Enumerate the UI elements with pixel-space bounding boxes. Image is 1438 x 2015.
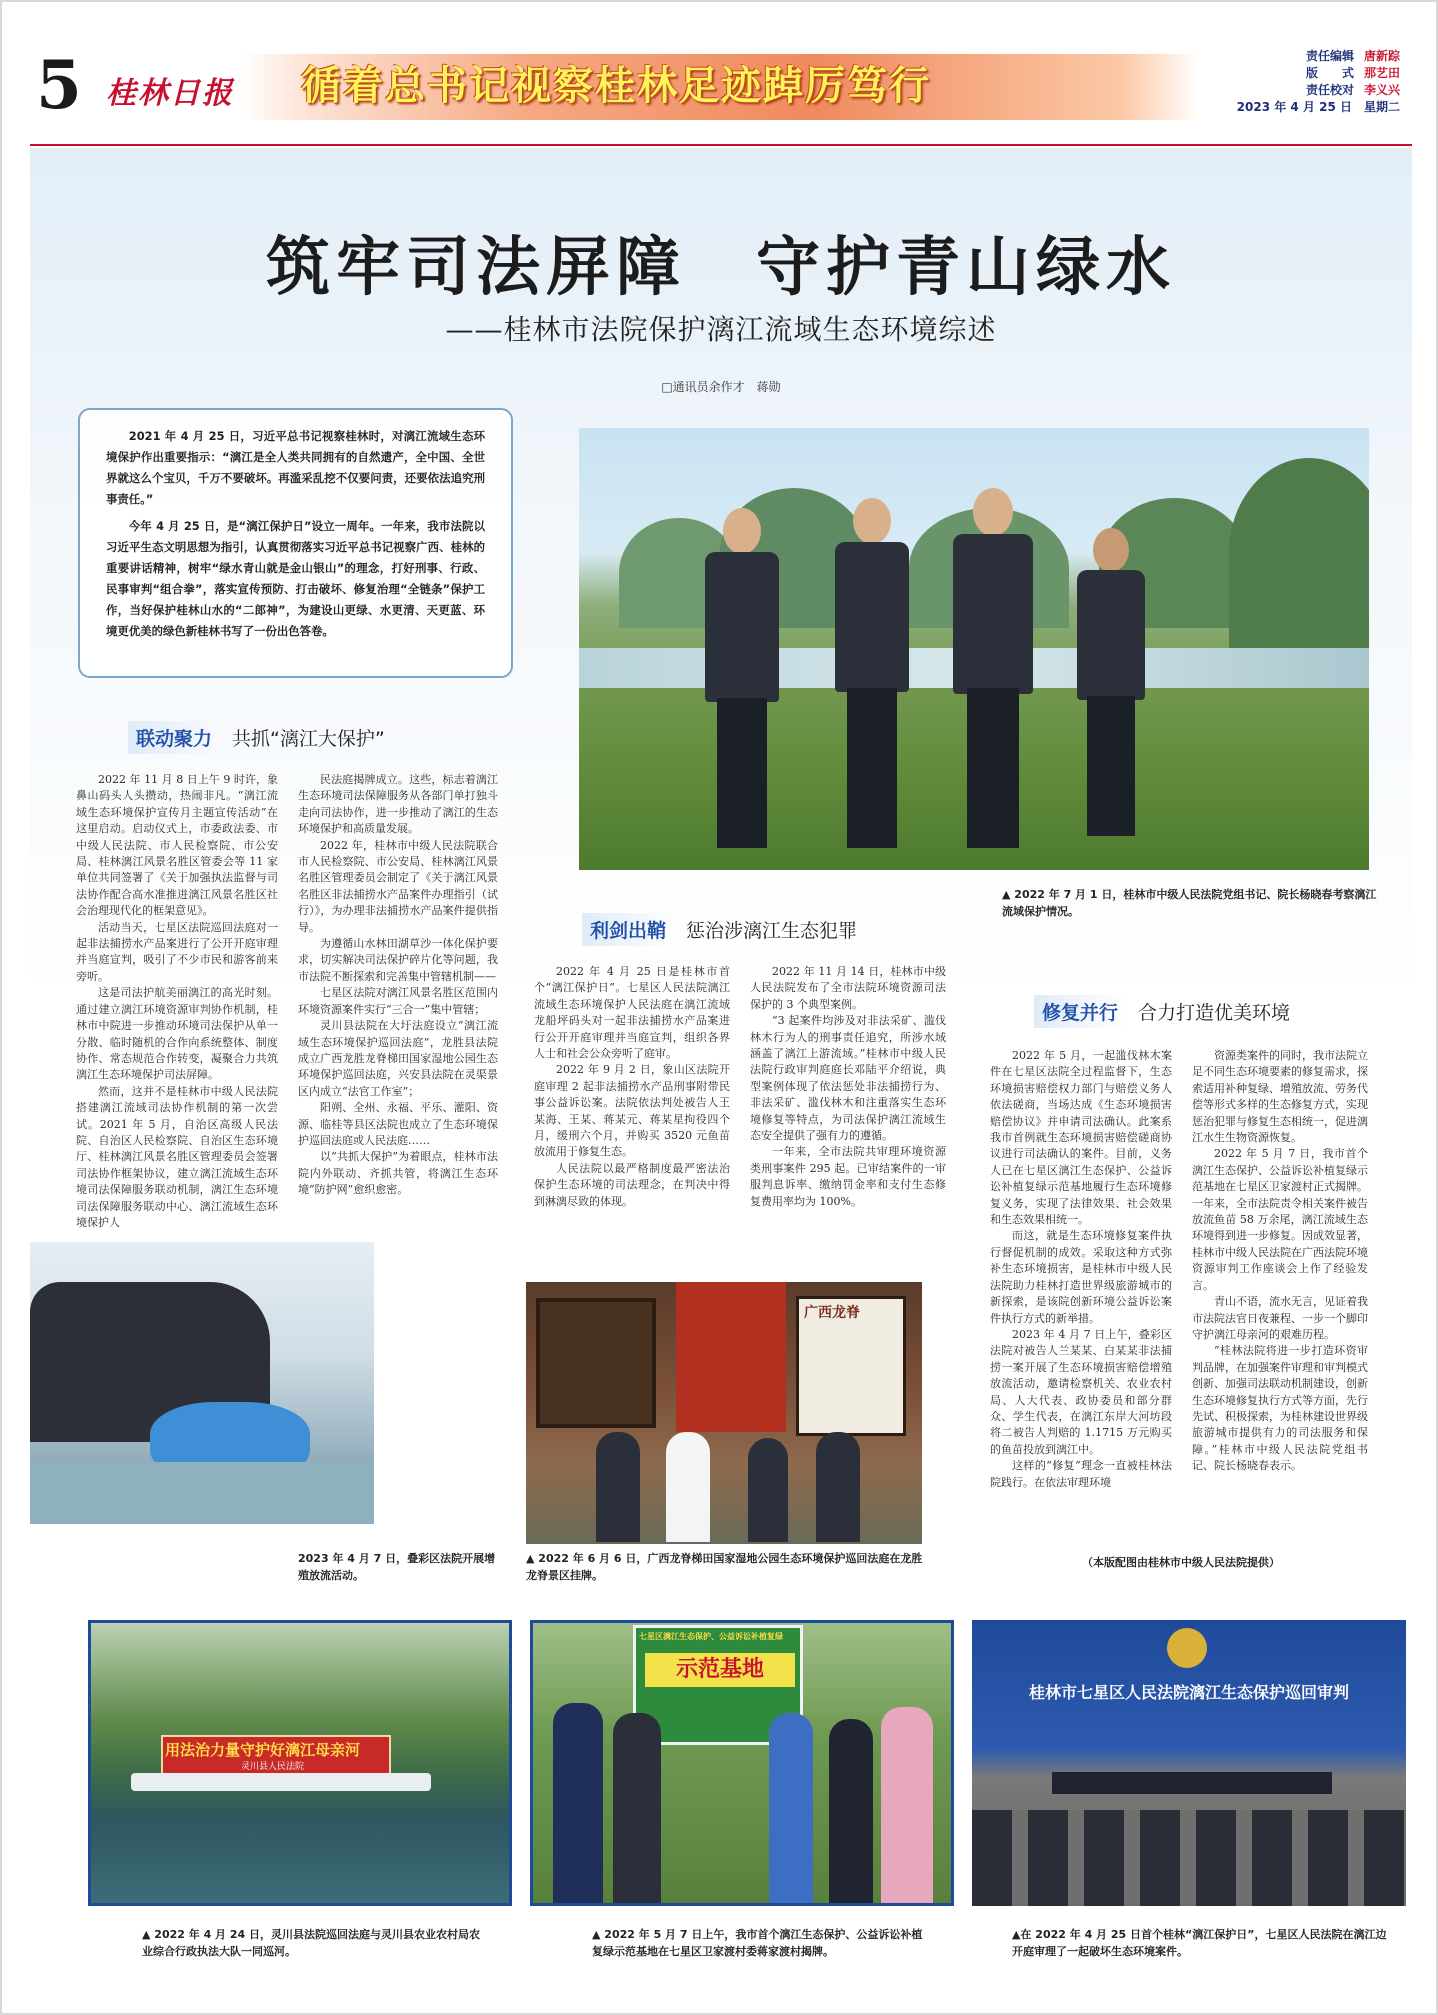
paragraph: 阳朔、全州、永福、平乐、灌阳、资源、临桂等县区法院也成立了生态环境保护巡回法庭或人民法庭……: [298, 1101, 498, 1147]
text-column: [534, 964, 730, 1210]
paragraph: 2022 年 4 月 25 日是桂林市首个“漓江保护日”。七星区人民法院漓江流域生态环境保护人民法庭在漓江流域龙船坪码头对一起非法捕捞水产品案进行公开开庭审理并当庭宣判，组织各界人士和社会公众旁听了庭审。: [534, 965, 730, 1061]
paragraph: 这样的“修复”理念一直被桂林法院践行。在依法审理环境: [990, 1459, 1172, 1489]
paragraph: 而这，就是生态环境修复案件执行督促机制的成效。采取这种方式弥补生态环境损害，是桂林市中级人民法院助力桂林打造世界级旅游城市的新探索，是该院创新环境公益诉讼案件执行方式的新举措。: [990, 1229, 1172, 1325]
section-title: 共抓“漓江大保护”: [232, 727, 385, 750]
paragraph: 青山不语，流水无言，见证着我市法院法官日夜兼程、一步一个脚印守护漓江母亲河的艰难历程。: [1192, 1295, 1368, 1341]
demo-base-photo: [530, 1620, 954, 1906]
text-column: [990, 1048, 1172, 1491]
paragraph: 以“共抓大保护”为着眼点，桂林市法院内外联动、齐抓共管，将漓江生态环境“防护网”愈织愈密。: [298, 1150, 498, 1197]
subheadline: ——桂林市法院保护漓江流域生态环境综述: [445, 313, 997, 346]
page-number: 5: [36, 46, 82, 124]
paragraph: 2022 年 5 月，一起滥伐林木案件在七星区法院全过程监督下，生态环境损害赔偿权力部门与赔偿义务人依法磋商，当场达成《生态环境损害赔偿协议》并申请司法确认。此案系我市首例就生态环境损害赔偿磋商协议进行司法确认的案件。目前，义务人已在七星区漓江生态保护、公益诉讼补植复绿示范基地履行生态环境修复义务，实现了法律效果、社会效果和生态效果相统一。: [990, 1049, 1172, 1227]
court-photo-caption: ▲ 2022 年 6 月 6 日，广西龙脊梯田国家湿地公园生态环境保护巡回法庭在龙胜龙脊景区挂牌。: [526, 1552, 923, 1582]
text-column: [1192, 1048, 1368, 1475]
section-title: 合力打造优美环境: [1138, 1001, 1291, 1024]
river-patrol-caption: ▲ 2022 年 4 月 24 日，灵川县法院巡回法庭与灵川县农业农村局农业综合行政执法大队一同巡河。: [142, 1928, 481, 1958]
paragraph: 2022 年 9 月 2 日，象山区法院开庭审理 2 起非法捕捞水产品刑事附带民事公益诉讼案。法院依法判处被告人王某海、王某、蒋某元、蒋某星拘役四个月，缓刑六个月，并购买 3520 元鱼苗放流用于修复生态。: [534, 1063, 730, 1159]
paragraph: 活动当天，七星区法院巡回法庭对一起非法捕捞水产品案进行了公开开庭审理并当庭宣判，吸引了不少市民和游客前来旁听。: [76, 920, 278, 983]
paper-name: 桂林日报: [106, 76, 234, 111]
paragraph: 灵川县法院在大圩法庭设立“漓江流域生态环境保护巡回法庭”，龙胜县法院成立广西龙胜龙脊梯田国家湿地公园生态环境保护巡回法庭，兴安县法院在灵渠景区内成立“法官工作室”；: [298, 1019, 498, 1098]
credit-label: 版 式: [1305, 66, 1354, 80]
editor-credits: [1180, 48, 1400, 116]
paragraph: 资源类案件的同时，我市法院立足不同生态环境要素的修复需求，探索适用补种复绿、增殖放流、劳务代偿等形式多样的生态修复方式，实现惩治犯罪与修复生态相统一，促进漓江水生生物资源恢复。: [1192, 1049, 1368, 1145]
section-tag: 联动聚力: [128, 721, 220, 754]
lead-paragraph: 今年 4 月 25 日，是“漓江保护日”设立一周年。一年来，我市法院以习近平生态文明思想为指引，认真贯彻落实习近平总书记视察广西、桂林的重要讲话精神，树牢“绿水青山就是金山银山”的理念，打好刑事、行政、民事审判“组合拳”，落实宣传预防、打击破坏、修复治理“全链条”保护工作，当好保护桂林山水的“二郎神”，为建设山更绿、水更清、天更蓝、环境更优美的绿色新桂林书写了一份出色答卷。: [106, 519, 485, 638]
paragraph: 为遵循山水林田湖草沙一体化保护要求，切实解决司法保护碎片化等问题，我市法院不断探索和完善集中管辖机制——: [298, 937, 498, 983]
paragraph: 2022 年 11 月 14 日，桂林市中级人民法院发布了全市法院环境资源司法保护的 3 个典型案例。: [750, 965, 946, 1011]
masthead: [30, 46, 1410, 132]
section-title: 惩治涉漓江生态犯罪: [686, 919, 858, 942]
text-column: [750, 964, 946, 1210]
paragraph: 然而，这并不是桂林市中级人民法院搭建漓江流域司法协作机制的第一次尝试。2021 年 5 月，自治区高级人民法院、自治区人民检察院、自治区生态环境厅、桂林漓江风景名胜区管理委员会签署司法协作框架协议，建立漓江流域生态环境司法保障服务联动机制，漓江生态环境司法保障服务联动中心、漓江流域生态环境保护人: [76, 1084, 278, 1229]
circuit-trial-photo: [972, 1620, 1406, 1906]
paragraph: 民法庭揭牌成立。这些，标志着漓江生态环境司法保障服务从各部门单打独斗走向司法协作，进一步推动了漓江的生态环境保护和高质量发展。: [298, 773, 498, 836]
photo-credit-note: （本版配图由桂林市中级人民法院提供）: [1082, 1556, 1280, 1569]
court-sign: 广西龙脊: [804, 1305, 860, 1321]
base-sign-main-text: 示范基地: [645, 1653, 795, 1687]
boat-banner-subtext: 灵川县人民法院: [241, 1762, 305, 1772]
section-tag: 修复并行: [1034, 995, 1126, 1028]
masthead-divider: [30, 144, 1412, 146]
credit-label: 责任编辑: [1305, 49, 1354, 63]
paragraph: 这是司法护航美丽漓江的高光时刻。通过建立漓江环境资源审判协作机制，桂林市中院进一步推动环境司法保护从单一分散、临时随机的合作向系统整体、制度协作、常态规范合作转变，凝聚合力共筑漓江生态环境保护司法屏障。: [76, 986, 278, 1082]
text-column: [76, 772, 278, 1231]
credit-name: 唐新踪: [1363, 49, 1400, 63]
paragraph: 2022 年 5 月 7 日，我市首个漓江生态保护、公益诉讼补植复绿示范基地在七星区卫家渡村正式揭牌。一年来，全市法院责令相关案件被告放流鱼苗 58 万余尾，漓江流域生态环境得到进一步修复。因成效显著，桂林市中级人民法院在广西法院环境资源审判工作座谈会上作了经验发言。: [1192, 1147, 1368, 1292]
credit-name: 李义兴: [1363, 83, 1400, 97]
section-header-linkage: [128, 720, 385, 754]
section-header-crackdown: [582, 912, 857, 946]
trial-banner-text: 桂林市七星区人民法院漓江生态保护巡回审判: [1028, 1683, 1349, 1702]
paragraph: 2022 年，桂林市中级人民法院联合市人民检察院、市公安局、桂林漓江风景名胜区管理委员会制定了《关于漓江风景名胜区非法捕捞水产品案件办理指引（试行）》，为办理非法捕捞水产品案件提供指导。: [298, 838, 498, 934]
paragraph: 2022 年 11 月 8 日上午 9 时许，象鼻山码头人头攒动，热闹非凡。“漓江流域生态环境保护宣传月主题宣传活动”在这里启动。启动仪式上，市委政法委、市中级人民法院、市人民检察院、市公安局、桂林漓江风景名胜区管委会等 11 家单位共同签署了《关于加强执法监督与司法协作配合高水准推进漓江风景名胜区社会治理现代化的框架意见》。: [76, 773, 278, 918]
main-photo-caption: ▲ 2022 年 7 月 1 日，桂林市中级人民法院党组书记、院长杨晓春考察漓江流域保护情况。: [1002, 888, 1377, 918]
lead-box: [78, 408, 513, 678]
issue-date: 2023 年 4 月 25 日 星期二: [1236, 100, 1400, 114]
release-photo-caption: 2023 年 4 月 7 日，叠彩区法院开展增殖放流活动。: [298, 1552, 496, 1582]
paragraph: 七星区法院对漓江风景名胜区范围内环境资源案件实行“三合一”集中管辖；: [298, 986, 498, 1016]
paragraph: 人民法院以最严格制度最严密法治保护生态环境的司法理念，在判决中得到淋漓尽致的体现。: [534, 1161, 730, 1208]
main-photo: [579, 428, 1369, 870]
paragraph: “桂林法院将进一步打造环资审判品牌，在加强案件审理和审判模式创新、加强司法联动机制建设，创新生态环境修复执行方式等方面，先行先试、积极探索，为桂林建设世界级旅游城市提供有力的司法服务和保障。”桂林市中级人民法院党组书记、院长杨晓春表示。: [1192, 1344, 1368, 1473]
text-column: [298, 772, 498, 1199]
demo-base-caption: ▲ 2022 年 5 月 7 日上午，我市首个漓江生态保护、公益诉讼补植复绿示范基地在七星区卫家渡村委蒋家渡村揭牌。: [592, 1928, 923, 1958]
river-patrol-photo: [88, 1620, 512, 1906]
section-header-restoration: [1034, 994, 1290, 1028]
credit-name: 那艺田: [1363, 66, 1400, 80]
paragraph: “3 起案件均涉及对非法采矿、滥伐林木行为人的刑事责任追究，所涉水域涵盖了漓江上游流域。”桂林市中级人民法院行政审判庭庭长邓陆平介绍说，典型案例体现了依法惩处非法捕捞行为、非法采矿、滥伐林木和注重落实生态环境修复等特点，为司法保护漓江流域生态安全提供了强有力的遵循。: [750, 1014, 946, 1143]
headline: 筑牢司法屏障 守护青山绿水: [266, 231, 1176, 305]
release-photo: [30, 1242, 374, 1524]
banner-title: 循着总书记视察桂林足迹踔厉笃行: [301, 63, 931, 109]
credit-label: 责任校对: [1305, 83, 1354, 97]
base-sign-top-text: 七星区漓江生态保护、公益诉讼补植复绿: [639, 1632, 783, 1641]
boat-banner-text: 用法治力量守护好漓江母亲河: [165, 1741, 361, 1759]
circuit-trial-caption: ▲在 2022 年 4 月 25 日首个桂林“漓江保护日”，七星区人民法院在漓江边开庭审理了一起破坏生态环境案件。: [1012, 1928, 1387, 1958]
section-tag: 利剑出鞘: [582, 913, 674, 946]
court-photo: [526, 1282, 922, 1544]
lead-paragraph: 2021 年 4 月 25 日，习近平总书记视察桂林时，对漓江流域生态环境保护作出重要指示：“漓江是全人类共同拥有的自然遗产，全中国、全世界就这么个宝贝，千万不要破坏。再滥采乱挖不仅要问责，还要依法追究刑事责任。”: [106, 429, 485, 506]
paragraph: 一年来，全市法院共审理环境资源类刑事案件 295 起。已审结案件的一审服判息诉率、缴纳罚金率和支付生态修复费用率均为 100%。: [750, 1145, 946, 1208]
paragraph: 2023 年 4 月 7 日上午，叠彩区法院对被告人兰某某、白某某非法捕捞一案开展了生态环境损害赔偿增殖放流活动，邀请检察机关、农业农村局、人大代表、政协委员和部分群众、学生代表，在漓江东岸大河坊段将二被告人判赔的 1.1715 万元购买的鱼苗投放到漓江中。: [990, 1327, 1172, 1456]
byline: □通讯员余作才 蒋勋: [661, 380, 781, 394]
